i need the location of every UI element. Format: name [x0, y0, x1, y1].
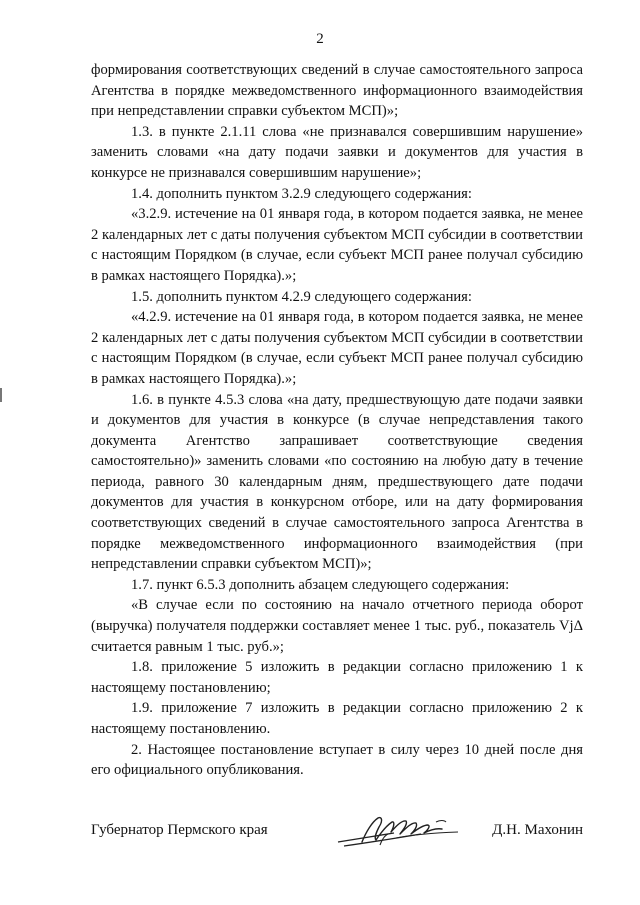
signature-block: [91, 812, 583, 852]
paragraph-item-1-7: 1.7. пункт 6.5.3 дополнить абзацем следующего содержания:: [131, 576, 510, 593]
paragraph-item-1-9: 1.9. приложение 7 изложить в редакции согласно приложению 2 к настоящему постановлению.: [91, 700, 583, 737]
paragraph-item-1-4: 1.4. дополнить пунктом 3.2.9 следующего содержания:: [131, 185, 472, 202]
paragraph-item-1-6: 1.6. в пункте 4.5.3 слова «на дату, предшествующую дате подачи заявки и документов для участия в конкурсе (в случае непредставления такого документа Агентство запрашивает соответствующие сведения самостоятельно)» заменить словами «по состоянию на любую дату в течение периода, равного 30 календарным дням, предшествующего дате подачи документов для участия в конкурсном отборе, или на дату формирования соответствующих сведений в случае самостоятельного запроса Агентства в порядке межведомственного информационного взаимодействия (при непредставлении справки субъектом МСП)»;: [91, 391, 583, 573]
signatory-name: Д.Н. Махонин: [492, 822, 583, 838]
paragraph-item-2: 2. Настоящее постановление вступает в силу через 10 дней после дня его официального опубликования.: [91, 741, 583, 779]
handwritten-signature: [336, 812, 466, 850]
signatory-position: Губернатор Пермского края: [91, 822, 268, 838]
paragraph-continuation: формирования соответствующих сведений в случае самостоятельного запроса Агентства в порядке межведомственного информационного взаимодействия при непредставлении справки субъектом МСП)»;: [91, 62, 583, 120]
paragraph-item-1-3: 1.3. в пункте 2.1.11 слова «не признавался совершившим нарушение» заменить словами «на дату подачи заявки и документов для участия в конкурсе не признавался совершившим нарушение»;: [91, 123, 583, 181]
paragraph-item-1-5: 1.5. дополнить пунктом 4.2.9 следующего содержания:: [131, 288, 472, 305]
paragraph-item-1-8: 1.8. приложение 5 изложить в редакции согласно приложению 1 к настоящему постановлению;: [91, 659, 583, 696]
paragraph-quote-6-5-3: «В случае если по состоянию на начало отчетного периода оборот (выручка) получателя поддержки составляет менее 1 тыс. руб., показатель VjΔ считается равным 1 тыс. руб.»;: [91, 597, 583, 655]
margin-mark: [0, 388, 2, 402]
document-body: [91, 60, 583, 781]
paragraph-quote-3-2-9: «3.2.9. истечение на 01 января года, в котором подается заявка, не менее 2 календарных лет с даты получения субъектом МСП субсидии в соответствии с настоящим Порядком (в случае, если субъект МСП ранее получал субсидию в рамках настоящего Порядка).»;: [91, 206, 583, 284]
paragraph-quote-4-2-9: «4.2.9. истечение на 01 января года, в котором подается заявка, не менее 2 календарных лет с даты получения субъектом МСП субсидии в соответствии с настоящим Порядком (в случае, если субъект МСП ранее получал субсидию в рамках настоящего Порядка).»;: [91, 309, 583, 387]
page-number: 2: [316, 31, 324, 47]
